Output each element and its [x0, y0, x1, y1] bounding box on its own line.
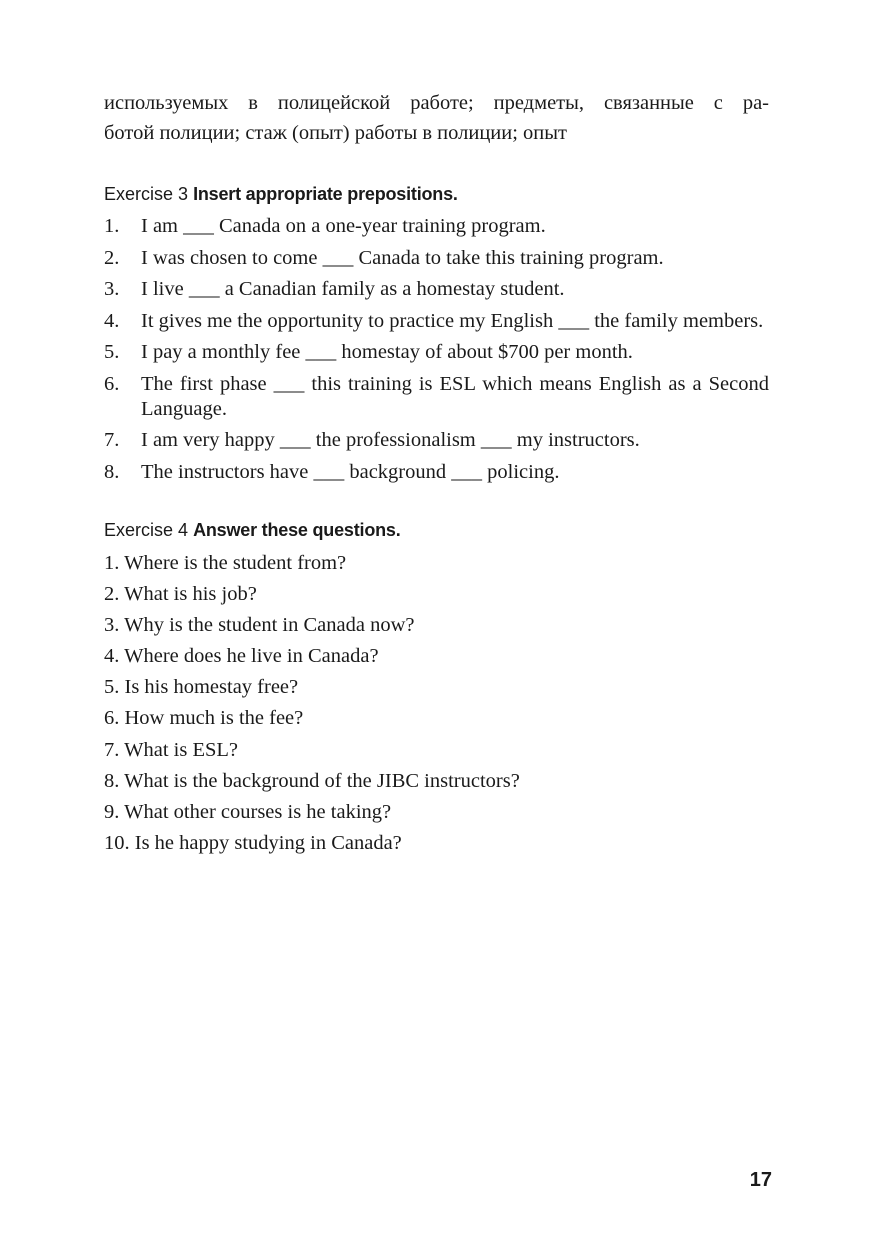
intro-line-1: используемых в полицейской работе; предметы, связанные с ра-: [104, 92, 769, 114]
intro-paragraph: [104, 88, 769, 148]
item-number: 4.: [104, 309, 120, 332]
exercise-3-label: Exercise 3: [104, 184, 189, 204]
item-number: 5.: [104, 341, 120, 363]
item-number: 8.: [104, 460, 120, 483]
question-item: 8. What is the background of the JIBC instructors?: [104, 769, 520, 792]
exercise-3-list: [104, 214, 769, 485]
question-item: 3. Why is the student in Canada now?: [104, 613, 415, 636]
question-item: 1. Where is the student from?: [104, 551, 347, 574]
exercise-3-item: [104, 309, 769, 334]
item-text: I pay a monthly fee ___ homestay of about $700 per month.: [141, 341, 633, 363]
question-item: 5. Is his homestay free?: [104, 676, 299, 699]
page-content: [104, 88, 769, 862]
exercise-4-heading: [104, 518, 769, 542]
page-number: 17: [749, 1169, 772, 1191]
exercise-3-item: [104, 372, 769, 422]
question-item: 10. Is he happy studying in Canada?: [104, 832, 402, 855]
exercise-3-item: [104, 246, 769, 271]
exercise-4-label: Exercise 4: [104, 519, 189, 540]
exercise-3-heading: [104, 182, 769, 206]
item-number: 6.: [104, 372, 120, 395]
question-item: 4. Where does he live in Canada?: [104, 645, 379, 668]
item-text: I am ___ Canada on a one-year training program.: [141, 215, 546, 237]
item-number: 7.: [104, 429, 120, 451]
exercise-4-list: [104, 551, 769, 857]
item-text: I was chosen to come ___ Canada to take this training program.: [141, 246, 664, 269]
exercise-3-task: Insert appropriate prepositions.: [193, 184, 458, 204]
exercise-3-item: [104, 428, 769, 453]
item-text: It gives me the opportunity to practice my English ___ the family members.: [141, 309, 764, 332]
item-text: The instructors have ___ background ___ policing.: [141, 460, 560, 483]
question-item: 7. What is ESL?: [104, 738, 238, 761]
intro-line-2: ботой полиции; стаж (опыт) работы в полиции; опыт: [104, 122, 568, 144]
item-number: 3.: [104, 278, 120, 300]
question-item: 9. What other courses is he taking?: [104, 801, 392, 823]
exercise-3-item: [104, 214, 769, 239]
question-item: 2. What is his job?: [104, 582, 257, 605]
question-item: 6. How much is the fee?: [104, 707, 304, 730]
item-number: 1.: [104, 215, 120, 237]
item-text: I am very happy ___ the professionalism ___ my instructors.: [141, 429, 640, 451]
exercise-3-item: [104, 277, 769, 302]
item-text: The first phase ___ this training is ESL which means English as a Second Language.: [141, 372, 769, 420]
exercise-3-item: [104, 340, 769, 365]
exercise-4-task: Answer these questions.: [193, 519, 401, 540]
item-number: 2.: [104, 246, 120, 269]
exercise-3-item: [104, 460, 769, 485]
item-text: I live ___ a Canadian family as a homestay student.: [141, 278, 565, 300]
